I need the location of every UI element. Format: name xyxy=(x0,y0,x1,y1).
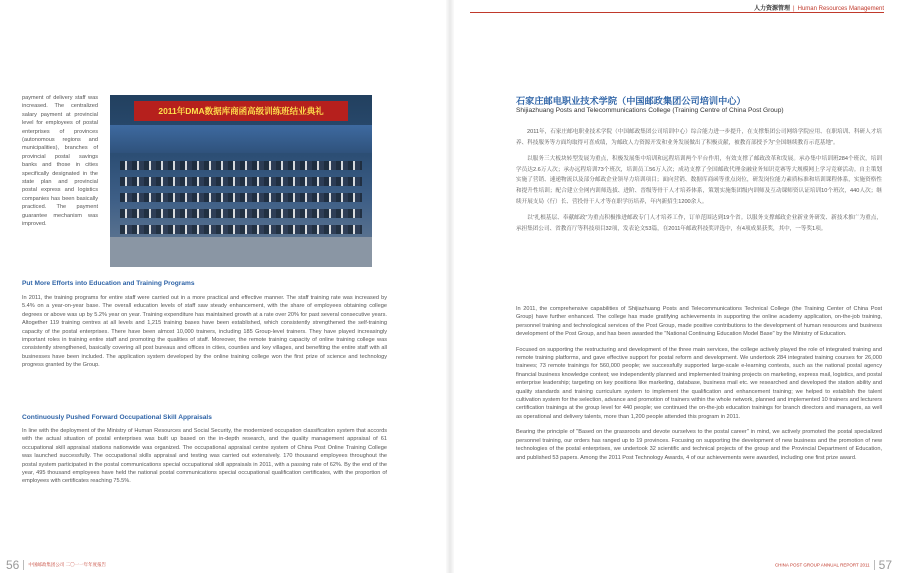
college-title-en: Shijiazhuang Posts and Telecommunications College (Training Centre of China Post Group) xyxy=(516,107,784,114)
zh-paragraph: 2011年，石家庄邮电职业技术学院（中国邮政集团公司培训中心）综合能力进一步提升，在支撑集团公司网络学院应用、在职培训、科研人才培养、科技服务等方面均取得可喜成绩，为邮政人力资源开发和业务发展做出了积极贡献，被教育部授予为“全国继续教育示范基地”。 xyxy=(516,129,882,146)
header-section-en: Human Resources Management xyxy=(797,6,884,12)
photo-stage xyxy=(110,125,372,153)
en-paragraph: Focused on supporting the restructuring and development of the three main services, the college actively played the role of integrated training and remote training platforms, and gave effective support for postal reform and development. We undertook 284 integrated training courses for 26,000 trainees; 73 remote trainings for 560,000 people; we successfully supported large-scale e-learning contests, such as the national postal agency financial business knowledge contest; we independently planned and implemented training projects on marketing, express mail, logistics, and postal enterprise leadership; targeting on key positions like marketing, database, business mail etc. we researched and developed the station ability and quality standards and training curriculum system to implement the qualification and enhancement training; we helped to establish the talent cultivation system for the selection, advance and promotion of trainers within the whole network, planned and implemented 10 trainers and lecturers certification trainings at the group level for 440 people; we continued the on-the-job education trainings for branch directors and managers, as well as operational and delivery talents, more than 1,200 people attended this program in 2011. xyxy=(516,346,882,420)
footer-right xyxy=(775,556,892,574)
running-header xyxy=(754,3,884,12)
footer-divider xyxy=(874,560,875,570)
photo-banner: 2011年DMA数据库商函高级训练班结业典礼 xyxy=(134,101,348,121)
photo-seat-row xyxy=(120,193,362,202)
photo-seat-row xyxy=(120,225,362,234)
en-paragraph: In 2011, the comprehensive capabilities of Shijiazhuang Posts and Telecommunications Technical College (the Training Center of China Post Group) have further enhanced. The college has made gratifying achievements in supporting the online academy application, on-the-job training, personnel training and technological services of the Post Group, made positive contributions to the development of human resources and business development of the Post Group, and has been awarded the "National Continuing Education Model Base" by the Ministry of Education. xyxy=(516,306,882,338)
en-paragraph: Bearing the principle of "Based on the grassroots and devote ourselves to the postal career" in mind, we actively promoted the postal specialized personnel training, our orders has ranged up to 19 provinces. Focusing on supporting the development of new business and the promotion of new technologies of the postal enterprises, we undertook 32 scientific and technical projects of the group and the Provincial Department of Education, and published 53 papers. Among the 2011 Post Technology Awards, 4 of our achievements were awarded, including one first prize award. xyxy=(516,429,882,461)
header-section-zh: 人力资源管理 xyxy=(754,6,791,12)
college-title-zh: 石家庄邮电职业技术学院（中国邮政集团公司培训中心） xyxy=(516,96,746,106)
section-text-education: In 2011, the training programs for entire staff were carried out in a more practical and effective manner. The staff training rate was increased by 5.4% on a year-on-year base. The overall education levels of staff saw steady enhancement, with the share of employees obtaining college degrees or above was up by 5.2% year on year. Training expenditure has maintained growth at a rate over 20% for past several consecutive years. Altogether 119 training centres at all levels and 1,215 training bases have been established, which consistently strengthened the self-training capacity of the postal enterprises. There have been almost 10,000 trainers, including 185 Group-level trainers. They have played increasingly important roles in training entire staff and promoting the qualities of staff. Moreover, the remote training capacity of online training college was consistently strengthened, basically covering all post bureaus and offices in cities, counties and key villages, and benefiting the entire staff with all businesses have been included. The application system developed by the online training college won the first prize of science and technology progress granted by the Group. xyxy=(22,295,387,369)
en-body xyxy=(516,305,882,462)
section-text-skill-appraisals: In line with the deployment of the Ministry of Human Resources and Social Security, the modernized occupation classification system that accords with the actual situation of postal enterprises was built up based on the in-depth research, and the quality management appraisal of 61 occupational skill appraisal stations nationwide was organized. The occupational appraisal centre system of China Post Online Training College was launched successfully. The occupational skills appraisal and testing was carried out extensively. 170 thousand employees throughout the postal system participated in the postal communications special occupational skill appraisals in 2011, with a passing rate of 62%. By the end of the year, 495 thousand employees have held the national postal communications special occupational qualification certificates, with the proportion of employees with certificates reaching 75.5%. xyxy=(22,428,387,485)
footer-right-text: CHINA POST GROUP ANNUAL REPORT 2011 xyxy=(774,562,870,568)
left-page-number: 56 xyxy=(6,557,20,572)
photo-seat-row xyxy=(120,209,362,218)
right-page-number: 57 xyxy=(878,557,892,572)
ceremony-photo xyxy=(110,95,372,267)
zh-paragraph: 以“扎根基层、奉献邮政”为重点积极推进邮政专门人才培养工作，订单范围达到19个省。以服务支撑邮政企业新业务研发、新技术推广为重点，承担集团公司、省教育厅等科技项目32项，发表论文53篇，在2011年邮政科技奖评选中，有4项成果获奖，其中，一等奖1项。 xyxy=(516,215,882,232)
photo-seat-row xyxy=(120,177,362,186)
zh-body xyxy=(516,127,882,234)
photo-seat-row xyxy=(120,161,362,170)
header-separator: | xyxy=(793,6,795,12)
zh-paragraph: 以服务三大板块转型发展为重点，积极发展集中培训和远程培训两个平台作用，有效支撑了邮政改革和发展。承办集中培训班284个班次，培训学员达2.6万人次；承办远程培训73个班次，培训员工56万人次；成功支撑了全国邮政代理金融业务知识竞赛等大规模网上学习竞赛活动。自主策划实施了营销、速递物流以及部分邮政企业领导力培训项目；面向营销、数据库商函等重点岗位，研发岗位能力素质标准和培训课程体系，实施资格性和提升性培训；配合建立全网内训师选拔、进阶、晋级等骨干人才培养体系，策划实施集团级内训师及互动课师资认证培训10个班次，440人次；继续开展支局（行）长、营投骨干人才等在职学历培养，年内新招生1200余人。 xyxy=(516,156,882,205)
footer-left-text: 中国邮政集团公司 二〇一一年年度报告 xyxy=(28,561,107,567)
left-intro-paragraph: payment of delivery staff was increased. The centralized salary payment at provincial level for employees of postal enterprises of provinces (autonomous regions and municipalities), branches of provincial postal savings banks and those in cities specifically designated in the state plan and provincial postal express and logistics companies has been basically practiced. The payment guarantee mechanism was improved. xyxy=(22,95,98,228)
page-gutter xyxy=(446,0,454,573)
photo-floor xyxy=(110,237,372,267)
section-heading-education: Put More Efforts into Education and Training Programs xyxy=(22,280,195,287)
header-rule xyxy=(470,12,884,13)
footer-left xyxy=(6,556,106,574)
section-heading-skill-appraisals: Continuously Pushed Forward Occupational Skill Appraisals xyxy=(22,414,212,421)
footer-divider xyxy=(23,560,24,570)
